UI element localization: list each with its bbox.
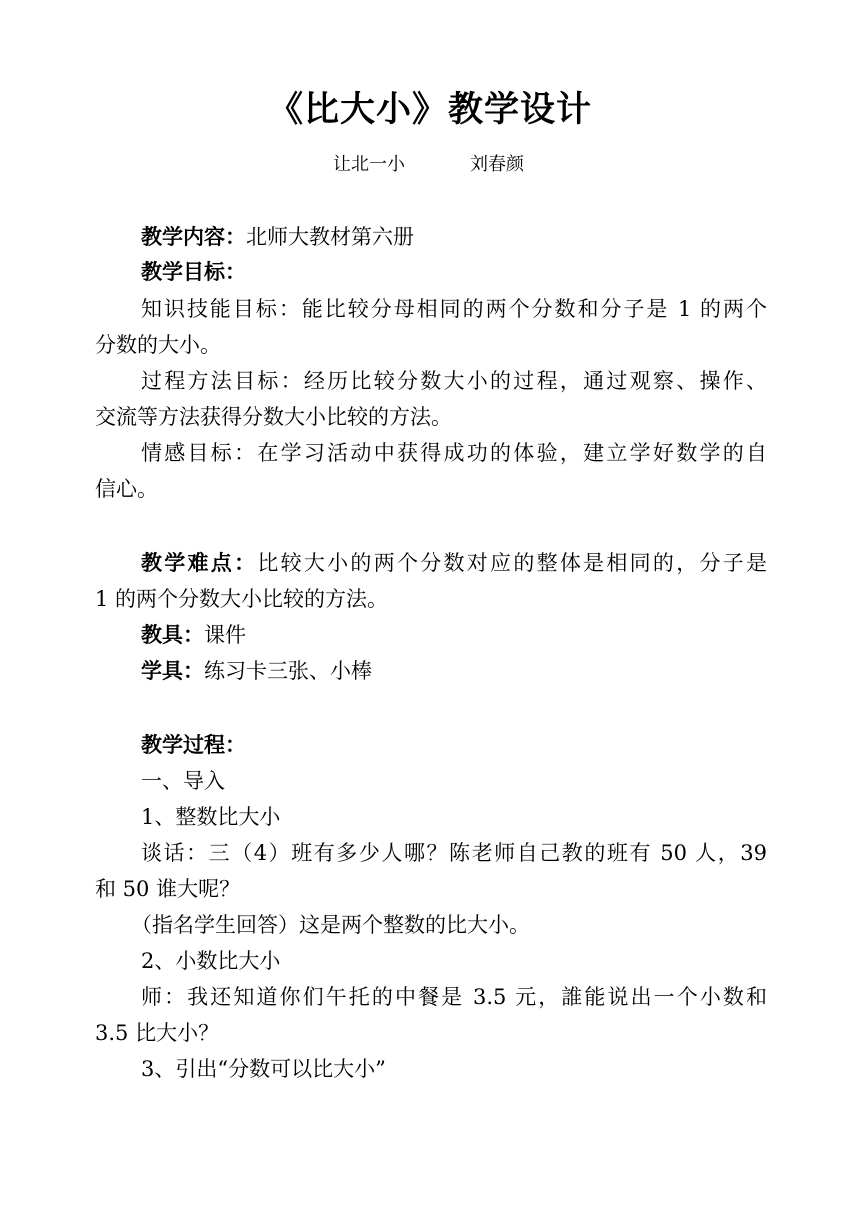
teacher-question-line-1: 师：我还知道你们午托的中餐是 3.5 元，誰能说出一个小数和 — [141, 985, 767, 1009]
process-goal-line-2: 交流等方法获得分数大小比较的方法。 — [95, 405, 452, 429]
teaching-difficulty-line-2: 1 的两个分数大小比较的方法。 — [95, 587, 389, 611]
teacher-question-line-2: 3.5 比大小？ — [95, 1021, 220, 1045]
document-title: 《比大小》教学设计 — [267, 89, 592, 130]
teaching-tools-line — [141, 620, 767, 650]
section-introduction: 一、导入 — [141, 769, 225, 793]
teaching-content-label: 教学内容： — [141, 224, 246, 249]
author-school: 让北一小 — [333, 154, 405, 175]
talk-line-2: 和 50 谁大呢？ — [95, 877, 241, 901]
emotion-goal-line-1: 情感目标：在学习活动中获得成功的体验，建立学好数学的自 — [141, 441, 767, 465]
teaching-tools-value: 课件 — [204, 623, 246, 647]
step-integer-compare: 1、整数比大小 — [141, 805, 281, 829]
knowledge-goal-line-2: 分数的大小。 — [95, 333, 221, 357]
teaching-difficulty-label: 教学难点： — [141, 550, 258, 575]
teaching-difficulty-text: 比较大小的两个分数对应的整体是相同的，分子是 — [257, 551, 768, 575]
talk-line-1: 谈话：三（4）班有多少人哪？陈老师自己教的班有 50 人，39 — [141, 841, 767, 865]
student-answer-note: （指名学生回答）这是两个整数的比大小。 — [131, 913, 530, 937]
student-tools-label: 学具： — [141, 658, 204, 683]
knowledge-goal-line-1: 知识技能目标：能比较分母相同的两个分数和分子是 1 的两个 — [141, 297, 767, 321]
student-tools-line — [141, 656, 767, 686]
teaching-goals-label: 教学目标： — [141, 259, 246, 284]
teaching-difficulty-line-1 — [141, 548, 767, 578]
author-name: 刘春颜 — [470, 154, 524, 175]
step-fraction-intro: 3、引出“分数可以比大小” — [141, 1057, 386, 1081]
student-tools-value: 练习卡三张、小棒 — [204, 659, 372, 683]
teaching-content-line — [141, 222, 767, 252]
teaching-content-value: 北师大教材第六册 — [246, 225, 414, 249]
emotion-goal-line-2: 信心。 — [95, 477, 158, 501]
teaching-process-label: 教学过程： — [141, 732, 246, 757]
step-decimal-compare: 2、小数比大小 — [141, 949, 281, 973]
process-goal-line-1: 过程方法目标：经历比较分数大小的过程，通过观察、操作、 — [141, 369, 767, 393]
teaching-tools-label: 教具： — [141, 622, 204, 647]
